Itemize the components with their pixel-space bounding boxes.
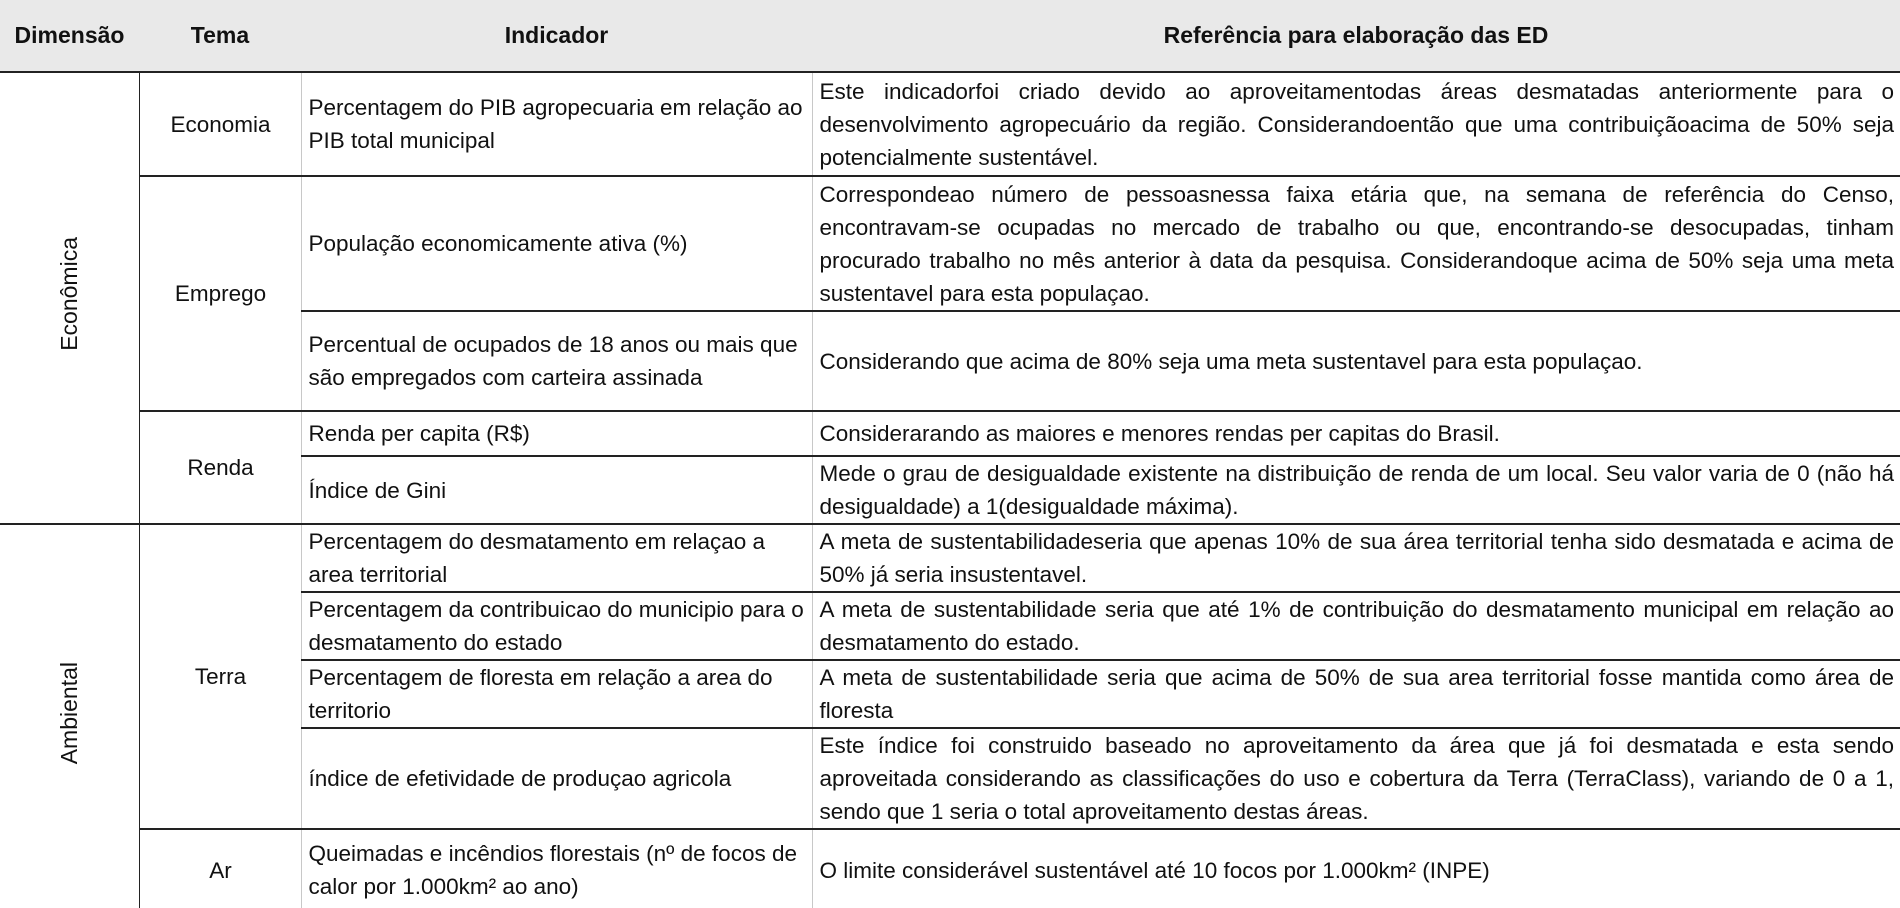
header-row <box>0 0 1900 72</box>
dimension-economica-cell <box>0 72 139 524</box>
header-indicador: Indicador <box>301 0 812 72</box>
header-tema: Tema <box>139 0 301 72</box>
indicador-cell: População economicamente ativa (%) <box>301 176 812 311</box>
referencia-cell: Correspondeao número de pessoasnessa faixa etária que, na semana de referência do Censo, encontravam-se ocupadas no mercado de trabalho ou que, encontrando-se desocupadas, tinham procurado trabalho no mês anterior à data da pesquisa. Considerandoque acima de 50% seja uma meta sustentavel para esta populaçao. <box>812 176 1900 311</box>
dimension-ambiental: Ambiental <box>56 662 83 765</box>
referencia-cell: A meta de sustentabilidade seria que até 1% de contribuição do desmatamento municipal em relação ao desmatamento do estado. <box>812 592 1900 660</box>
table-row <box>0 411 1900 456</box>
referencia-cell: Este índice foi construido baseado no aproveitamento da área que já foi desmatada e esta sendo aproveitada considerando as classificações do uso e cobertura da Terra (TerraClass), variando de 0 a 1, sendo que 1 seria o total aproveitamento destas áreas. <box>812 728 1900 829</box>
indicador-cell: Percentagem da contribuicao do municipio para o desmatamento do estado <box>301 592 812 660</box>
indicador-cell: Percentual de ocupados de 18 anos ou mais que são empregados com carteira assinada <box>301 311 812 411</box>
referencia-cell: O limite considerável sustentável até 10 focos por 1.000km² (INPE) <box>812 829 1900 908</box>
referencia-cell: Este indicadorfoi criado devido ao aproveitamentodas áreas desmatadas anteriormente para o desenvolvimento agropecuário da região. Considerandoentão que uma contribuiçãoacima de 50% seja potencialmente sustentável. <box>812 72 1900 176</box>
header-referencia: Referência para elaboração das ED <box>812 0 1900 72</box>
tema-terra: Terra <box>139 524 301 829</box>
tema-economia: Economia <box>139 72 301 176</box>
header-dimensao: Dimensão <box>0 0 139 72</box>
indicador-cell: Percentagem do PIB agropecuaria em relação ao PIB total municipal <box>301 72 812 176</box>
indicador-cell: Percentagem do desmatamento em relaçao a area territorial <box>301 524 812 592</box>
table-row <box>0 829 1900 908</box>
table-row <box>0 524 1900 592</box>
indicador-cell: Índice de Gini <box>301 456 812 524</box>
referencia-cell: Mede o grau de desigualdade existente na distribuição de renda de um local. Seu valor varia de 0 (não há desigualdade) a 1(desigualdade máxima). <box>812 456 1900 524</box>
indicador-cell: Renda per capita (R$) <box>301 411 812 456</box>
referencia-cell: Considerando que acima de 80% seja uma meta sustentavel para esta populaçao. <box>812 311 1900 411</box>
table-row <box>0 72 1900 176</box>
tema-renda: Renda <box>139 411 301 524</box>
referencia-cell: A meta de sustentabilidadeseria que apenas 10% de sua área territorial tenha sido desmatada e acima de 50% já seria insustentavel. <box>812 524 1900 592</box>
referencia-cell: Considerarando as maiores e menores rendas per capitas do Brasil. <box>812 411 1900 456</box>
indicador-cell: índice de efetividade de produçao agricola <box>301 728 812 829</box>
referencia-cell: A meta de sustentabilidade seria que acima de 50% de sua area territorial fosse mantida como área de floresta <box>812 660 1900 728</box>
indicador-cell: Queimadas e incêndios florestais (nº de focos de calor por 1.000km² ao ano) <box>301 829 812 908</box>
tema-ar: Ar <box>139 829 301 908</box>
tema-emprego: Emprego <box>139 176 301 411</box>
table-row <box>0 176 1900 311</box>
dimension-economica: Econômica <box>56 236 83 351</box>
dimension-ambiental-cell <box>0 524 139 908</box>
indicador-cell: Percentagem de floresta em relação a area do territorio <box>301 660 812 728</box>
